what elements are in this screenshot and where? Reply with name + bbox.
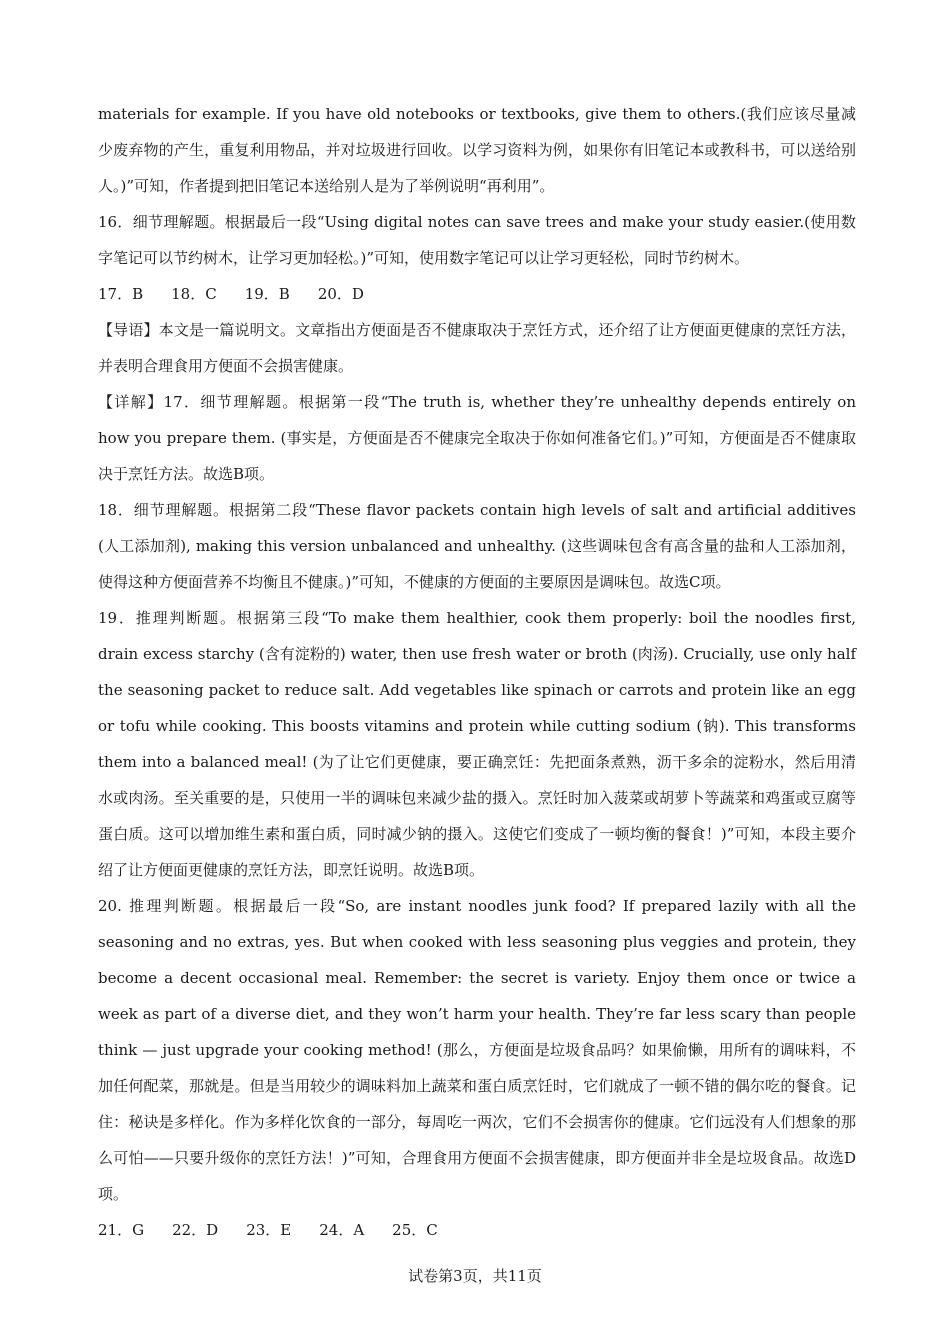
answer-22: 22．D [172,1221,219,1239]
paragraph-16: 16．细节理解题。根据最后一段“Using digital notes can save trees and make your study easier.(使用数字笔记可以节约树木，让学习更加轻松。)”可知，使用数字笔记可以让学习更轻松，同时节约树木。 [98,213,856,267]
answer-row-17-20 [98,276,856,312]
answer-18: 18．C [171,285,217,303]
paragraph-18: 18．细节理解题。根据第二段“These flavor packets contain high levels of salt and artificial additives (人工添加剂), making this version unbalanced and unhealthy. (这些调味包含有高含量的盐和人工添加剂，使得这种方便面营养不均衡且不健康。)”可知，不健康的方便面的主要原因是调味包。故选C项。 [98,501,856,591]
answer-19: 19．B [244,285,290,303]
answer-21: 21．G [98,1221,145,1239]
answer-24: 24．A [319,1221,365,1239]
paragraph-15-continued: materials for example. If you have old notebooks or textbooks, give them to others.(我们应该尽量减少废弃物的产生，重复利用物品，并对垃圾进行回收。以学习资料为例，如果你有旧笔记本或教科书，可以送给别人。)”可知，作者提到把旧笔记本送给别人是为了举例说明“再利用”。 [98,105,856,195]
answer-20: 20．D [317,285,364,303]
paragraph-17: 【详解】17．细节理解题。根据第一段“The truth is, whether they’re unhealthy depends entirely on how you prepare them. (事实是，方便面是否不健康完全取决于你如何准备它们。)”可知，方便面是否不健康取决于烹饪方法。故选B项。 [98,393,856,483]
paragraph-19: 19．推理判断题。根据第三段“To make them healthier, cook them properly: boil the noodles first, drain excess starchy (含有淀粉的) water, then use fresh water or broth (肉汤). Crucially, use only half the seasoning packet to reduce salt. Add vegetables like spinach or carrots and protein like an egg or tofu while cooking. This boosts vitamins and protein while cutting sodium (钠). This transforms them into a balanced meal! (为了让它们更健康，要正确烹饪：先把面条煮熟，沥干多余的淀粉水，然后用清水或肉汤。至关重要的是，只使用一半的调味包来减少盐的摄入。烹饪时加入菠菜或胡萝卜等蔬菜和鸡蛋或豆腐等蛋白质。这可以增加维生素和蛋白质，同时减少钠的摄入。这使它们变成了一顿均衡的餐食！)”可知，本段主要介绍了让方便面更健康的烹饪方法，即烹饪说明。故选B项。 [98,609,856,879]
answer-row-21-25 [98,1212,856,1248]
paragraph-20: 20. 推理判断题。根据最后一段“So, are instant noodles junk food? If prepared lazily with all the seasoning and no extras, yes. But when cooked with less seasoning plus veggies and protein, they become a decent occasional meal. Remember: the secret is variety. Enjoy them once or twice a week as part of a diverse diet, and they won’t harm your health. They’re far less scary than people think — just upgrade your cooking method! (那么，方便面是垃圾食品吗？如果偷懒，用所有的调味料，不加任何配菜，那就是。但是当用较少的调味料加上蔬菜和蛋白质烹饪时，它们就成了一顿不错的偶尔吃的餐食。记住：秘诀是多样化。作为多样化饮食的一部分，每周吃一两次，它们不会损害你的健康。它们远没有人们想象的那么可怕——只要升级你的烹饪方法！)”可知，合理食用方便面不会损害健康，即方便面并非全是垃圾食品。故选D项。 [98,897,856,1203]
answer-25: 25．C [392,1221,438,1239]
document-body [98,96,856,1248]
answer-17: 17．B [98,285,144,303]
answer-23: 23．E [246,1221,292,1239]
intro-paragraph: 【导语】本文是一篇说明文。文章指出方便面是否不健康取决于烹饪方式，还介绍了让方便面更健康的烹饪方法，并表明合理食用方便面不会损害健康。 [98,321,856,375]
page-footer: 试卷第3页，共11页 [408,1267,542,1285]
